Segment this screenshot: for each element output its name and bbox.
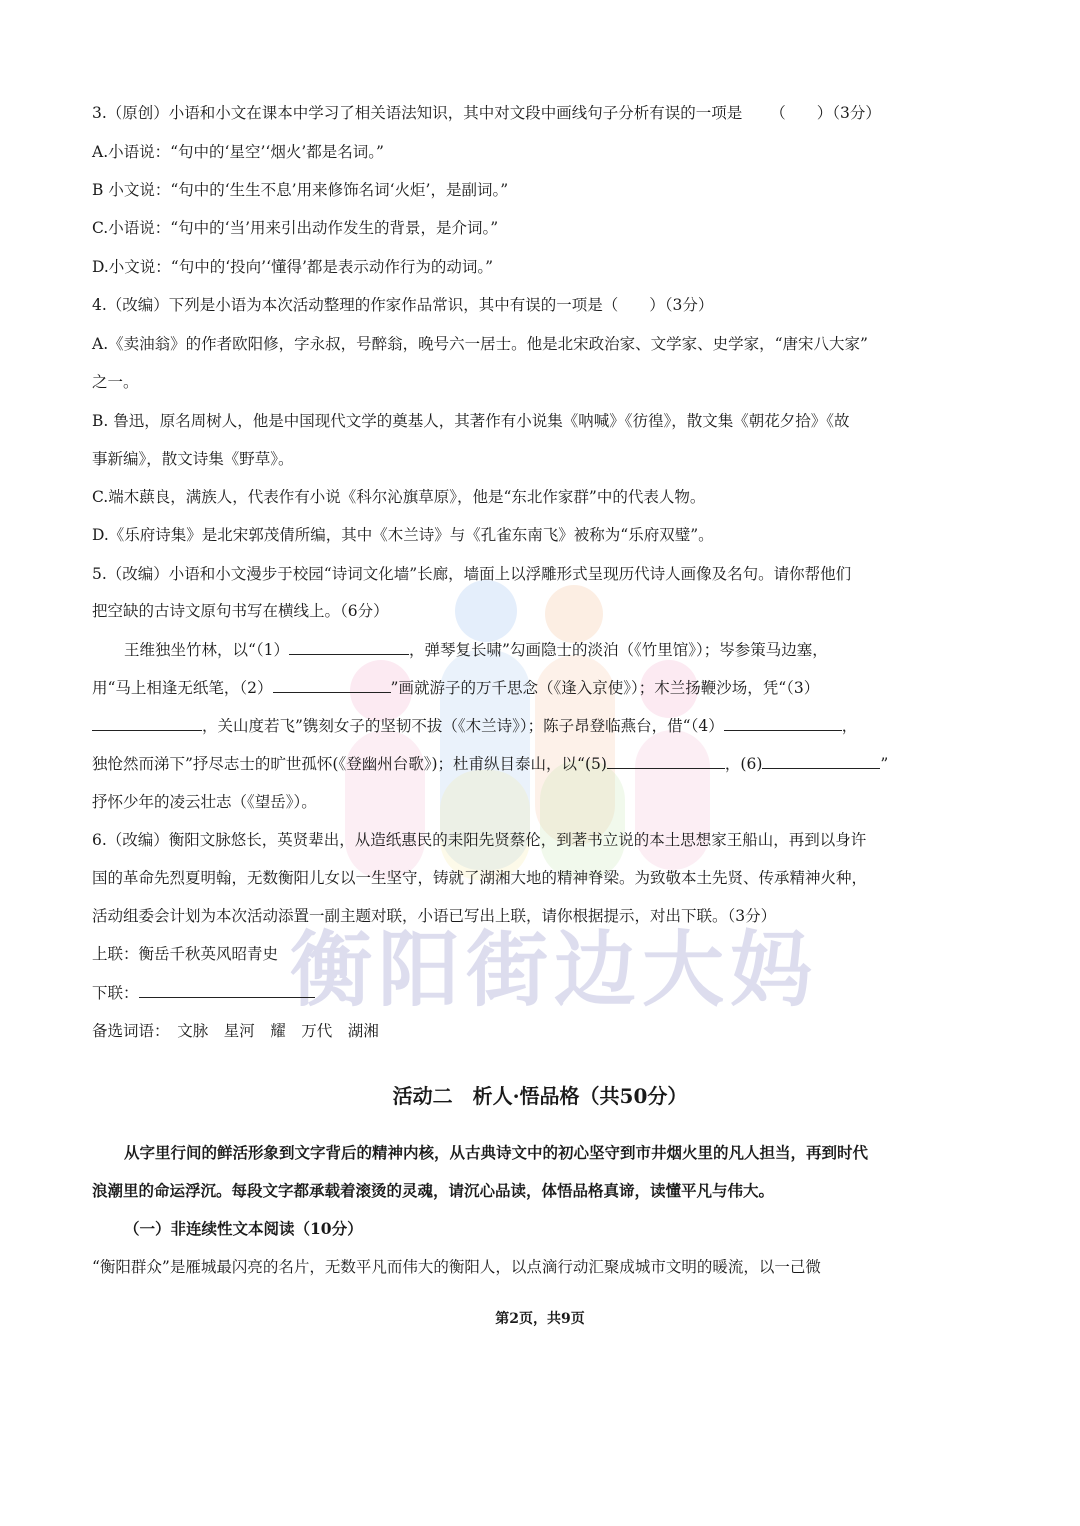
q4-option-a-line2: 之一。 — [92, 373, 139, 391]
q6-lower-blank[interactable] — [139, 983, 315, 998]
q6-candidate-words: 备选词语： 文脉 星河 耀 万代 湖湘 — [92, 1022, 379, 1040]
q3-option-c: C.小语说：“句中的‘当’用来引出动作发生的背景，是介词。” — [92, 219, 499, 237]
q6-line2: 国的革命先烈夏明翰，无数衡阳儿女以一生坚守，铸就了湖湘大地的精神脊梁。为致敬本土先贤、传承精神火种， — [92, 869, 868, 887]
q5-blank-5[interactable] — [607, 754, 725, 769]
section-title: 活动二 析人·悟品格（共50分） — [392, 1084, 688, 1108]
q5-p4a: 独怆然而涕下”抒尽志士的旷世孤怀(《登幽州台歌》)；杜甫纵目泰山，以“(5) — [92, 755, 607, 773]
q5-p2b: ”画就游子的万千思念（《逢入京使》）；木兰扬鞭沙场，凭“（3） — [390, 679, 820, 697]
q5-passage-line4 — [92, 753, 888, 775]
q5-passage-line3 — [92, 715, 857, 737]
section-intro-line2: 浪潮里的命运浮沉。每段文字都承载着滚烫的灵魂，请沉心品读，体悟品格真谛，读懂平凡与伟大。 — [92, 1181, 775, 1200]
q3-stem — [92, 102, 881, 124]
watermark-bar-green — [540, 760, 625, 880]
q5-passage-line1 — [124, 639, 828, 661]
q6-line1: 6.（改编）衡阳文脉悠长，英贤辈出，从造纸惠民的耒阳先贤蔡伦，到著书立说的本土思想家王船山，再到以身许 — [92, 831, 867, 849]
q5-p2a: 用“马上相逢无纸笔，（2） — [92, 679, 273, 697]
subsection-title: （一）非连续性文本阅读（10分） — [124, 1219, 363, 1238]
q5-p1a: 王维独坐竹林，以“（1） — [124, 641, 290, 659]
q6-line3: 活动组委会计划为本次活动添置一副主题对联，小语已写出上联，请你根据提示，对出下联。（3分） — [92, 907, 777, 925]
reading-text-line1: “衡阳群众”是雁城最闪亮的名片，无数平凡而伟大的衡阳人，以点滴行动汇聚成城市文明的暖流，以一己微 — [92, 1258, 821, 1276]
q3-stem-text: 3.（原创）小语和小文在课本中学习了相关语法知识，其中对文段中画线句子分析有误的一项是 — [92, 104, 743, 122]
q5-p3a: ，关山度若飞”镌刻女子的坚韧不拔（《木兰诗》）；陈子昂登临燕台，借“（4） — [202, 717, 724, 735]
q5-p4c: ” — [880, 755, 889, 773]
section-intro-line1: 从字里行间的鲜活形象到文字背后的精神内核，从古典诗文中的初心坚守到市井烟火里的凡人担当，再到时代 — [124, 1143, 869, 1162]
q6-lower-couplet — [92, 982, 315, 1004]
q4-stem: 4.（改编）下列是小语为本次活动整理的作家作品常识，其中有误的一项是（ ）（3分） — [92, 296, 714, 314]
q4-option-c: C.端木蕻良，满族人，代表作有小说《科尔沁旗草原》，他是“东北作家群”中的代表人物。 — [92, 488, 706, 506]
watermark-text: 衡阳街边大妈 — [290, 923, 819, 1018]
q5-passage-line2 — [92, 677, 819, 699]
watermark-dot-blue — [455, 580, 517, 642]
q5-blank-6[interactable] — [762, 754, 880, 769]
q5-blank-3[interactable] — [92, 716, 202, 731]
q5-blank-2[interactable] — [273, 678, 391, 693]
q5-p3b: ， — [841, 717, 858, 735]
q3-option-a: A.小语说：“句中的‘星空’‘烟火’都是名词。” — [92, 143, 384, 161]
q5-passage-line5: 抒怀少年的凌云壮志（《望岳》）。 — [92, 793, 317, 811]
q5-blank-4[interactable] — [724, 716, 842, 731]
q4-option-b-line1: B. 鲁迅，原名周树人，他是中国现代文学的奠基人，其著作有小说集《呐喊》《彷徨》，散文集《朝花夕拾》《故 — [92, 412, 850, 430]
q5-stem-line1: 5.（改编）小语和小文漫步于校园“诗词文化墙”长廊，墙面上以浮雕形式呈现历代诗人画像及名句。请你帮他们 — [92, 565, 852, 583]
page-number: 第2页，共9页 — [495, 1311, 585, 1327]
q6-lower-label: 下联： — [92, 984, 139, 1002]
q6-upper-couplet: 上联：衡岳千秋英风昭青史 — [92, 945, 279, 963]
q5-stem-line2: 把空缺的古诗文原句书写在横线上。（6分） — [92, 602, 389, 620]
q4-option-b-line2: 事新编》，散文诗集《野草》。 — [92, 450, 294, 468]
watermark-bar-yellow — [440, 770, 530, 880]
q5-p4b: ，(6) — [724, 755, 763, 773]
q3-option-d: D.小文说：“句中的‘投向’‘懂得’都是表示动作行为的动词。” — [92, 258, 494, 276]
q3-paren: （ ）（3分） — [770, 104, 881, 122]
watermark-dot-orange — [545, 585, 603, 643]
q3-option-b: B 小文说：“句中的‘生生不息’用来修饰名词‘火炬’，是副词。” — [92, 181, 509, 199]
q5-blank-1[interactable] — [289, 640, 409, 655]
q5-p1b: ，弹琴复长啸”勾画隐士的淡泊（《竹里馆》）；岑参策马边塞， — [409, 641, 828, 659]
q4-option-a-line1: A.《卖油翁》的作者欧阳修，字永叔，号醉翁，晚号六一居士。他是北宋政治家、文学家、史学家，“唐宋八大家” — [92, 335, 868, 353]
q4-option-d: D.《乐府诗集》是北宋郭茂倩所编，其中《木兰诗》与《孔雀东南飞》被称为“乐府双璧”。 — [92, 526, 714, 544]
